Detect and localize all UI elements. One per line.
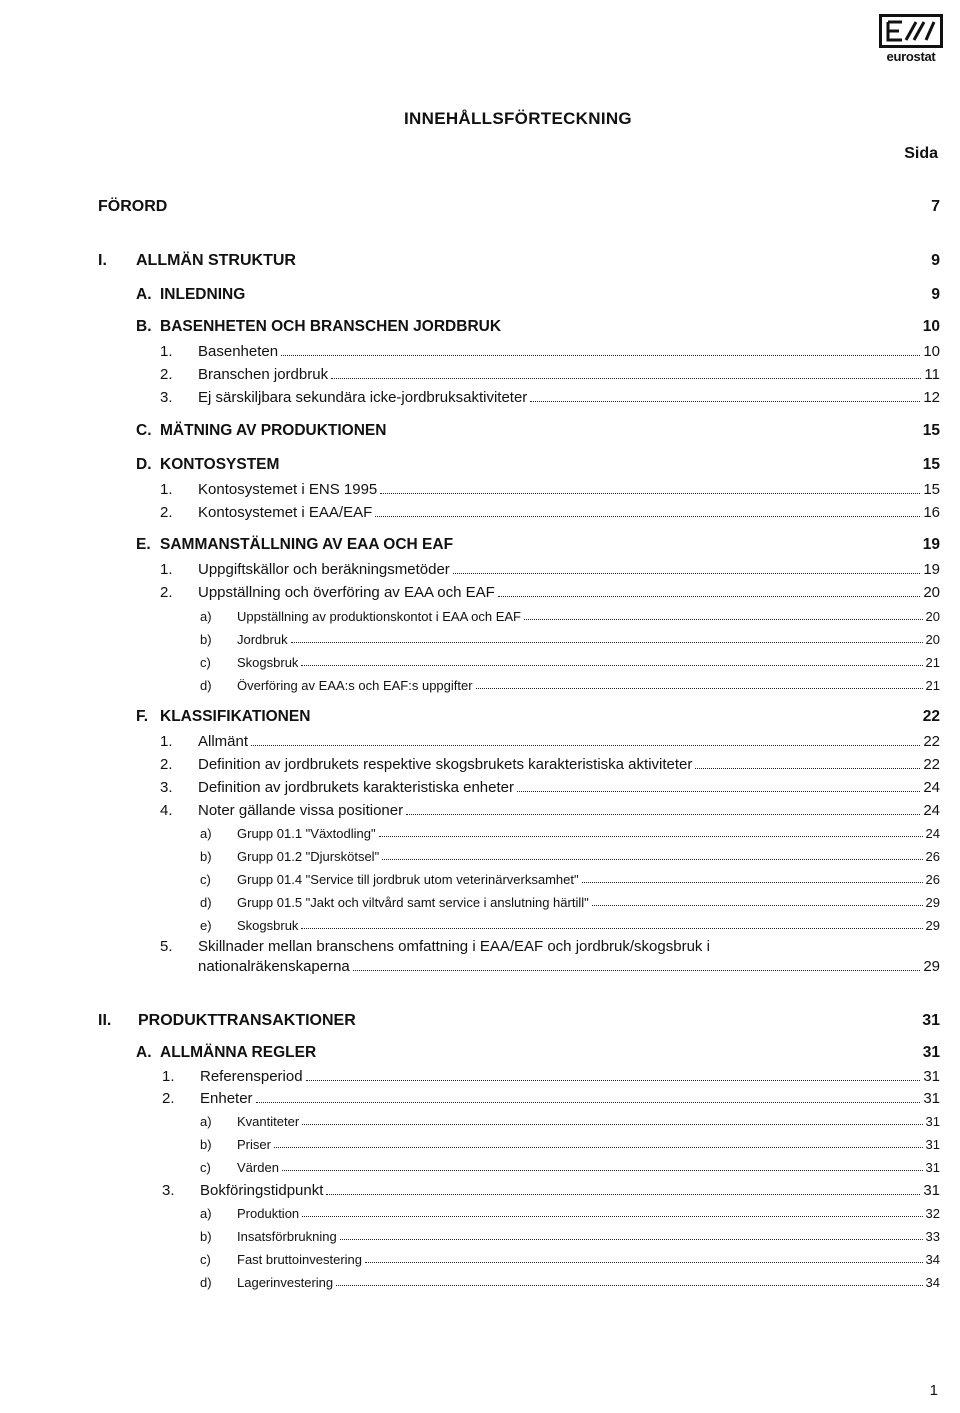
toc-label: Överföring av EAA:s och EAF:s uppgifter (237, 678, 473, 693)
toc-label: SAMMANSTÄLLNING AV EAA OCH EAF (160, 536, 454, 553)
toc-label: Referensperiod (200, 1068, 303, 1085)
toc-label: Grupp 01.4 "Service till jordbruk utom veterinärverksamhet" (237, 872, 579, 887)
eurostat-logo-text: eurostat (886, 49, 936, 64)
toc-page: 32 (925, 1206, 940, 1221)
toc-leader (380, 492, 920, 494)
toc-label: MÄTNING AV PRODUKTIONEN (160, 422, 387, 439)
toc-leader (291, 641, 923, 643)
toc-page: 31 (922, 1012, 940, 1029)
toc-entry-ej-sarskiljbara (160, 389, 940, 406)
toc-number: 3. (160, 779, 173, 796)
toc-page: 26 (925, 872, 940, 887)
toc-page: 20 (925, 609, 940, 624)
toc-number: 2. (160, 366, 173, 383)
toc-leader (453, 572, 921, 574)
toc-leader (306, 1079, 921, 1081)
toc-leader (406, 813, 920, 815)
toc-number: b) (200, 632, 212, 647)
toc-number: c) (200, 1160, 211, 1175)
toc-entry-varden (200, 1160, 940, 1175)
toc-label: Grupp 01.1 "Växtodling" (237, 826, 376, 841)
toc-number: 3. (160, 389, 173, 406)
toc-entry-grupp-011 (200, 826, 940, 841)
toc-label: Ej särskiljbara sekundära icke-jordbruksaktiviteter (198, 389, 528, 406)
toc-entry-overforing-uppgifter (200, 678, 940, 693)
toc-entry-produkttransaktioner (98, 1012, 940, 1030)
toc-leader (379, 835, 923, 837)
toc-label: Definition av jordbrukets karakteristiska enheter (198, 779, 514, 796)
toc-page: 24 (923, 779, 940, 796)
toc-number: 1. (160, 561, 173, 578)
toc-number: 1. (162, 1068, 175, 1085)
toc-label: Kontosystemet i ENS 1995 (198, 481, 378, 498)
toc-page: 26 (925, 849, 940, 864)
toc-label: Fast bruttoinvestering (237, 1252, 363, 1267)
toc-number: b) (200, 849, 212, 864)
toc-entry-kvantiteter (200, 1114, 940, 1129)
toc-entry-enheter (162, 1090, 940, 1107)
toc-number: A. (136, 1044, 152, 1061)
toc-page: 31 (925, 1114, 940, 1129)
toc-number: F. (136, 708, 149, 725)
toc-page: 29 (925, 918, 940, 933)
toc-page: 22 (923, 733, 940, 750)
toc-page: 19 (923, 561, 940, 578)
toc-entry-uppstallning-overforing (160, 584, 940, 601)
toc-entry-fororord (98, 198, 940, 216)
toc-leader (281, 354, 920, 356)
toc-entry-skillnader-line2 (160, 958, 940, 975)
toc-leader (582, 881, 923, 883)
toc-page: 31 (925, 1137, 940, 1152)
toc-number: b) (200, 1229, 212, 1244)
toc-label: KONTOSYSTEM (160, 456, 280, 473)
toc-label: Branschen jordbruk (198, 366, 329, 383)
toc-label-continued: nationalräkenskaperna (198, 958, 350, 975)
toc-page: 9 (931, 252, 940, 269)
toc-page: 16 (923, 504, 940, 521)
toc-number: 1. (160, 343, 173, 360)
toc-leader (592, 904, 923, 906)
toc-label: ALLMÄNNA REGLER (160, 1044, 317, 1061)
toc-number: 1. (160, 481, 173, 498)
toc-number: B. (136, 318, 152, 335)
eurostat-logo (876, 14, 946, 62)
toc-page: 20 (923, 584, 940, 601)
toc-label: BASENHETEN OCH BRANSCHEN JORDBRUK (160, 318, 502, 335)
toc-label: Bokföringstidpunkt (200, 1182, 324, 1199)
toc-page: 34 (925, 1252, 940, 1267)
toc-label: Priser (237, 1137, 271, 1152)
toc-number: 1. (160, 733, 173, 750)
toc-number: 2. (160, 504, 173, 521)
toc-label: PRODUKTTRANSAKTIONER (138, 1012, 356, 1029)
toc-number: D. (136, 456, 152, 473)
toc-page: 29 (925, 895, 940, 910)
toc-number: II. (98, 1012, 112, 1029)
eurostat-logo-mark (879, 14, 943, 48)
toc-page: 19 (922, 536, 940, 553)
toc-number: a) (200, 1206, 212, 1221)
toc-number: d) (200, 678, 212, 693)
toc-label: Kontosystemet i EAA/EAF (198, 504, 373, 521)
toc-page: 31 (923, 1068, 940, 1085)
toc-label: Uppgiftskällor och beräkningsmetöder (198, 561, 450, 578)
toc-label: KLASSIFIKATIONEN (160, 708, 311, 725)
toc-number: c) (200, 872, 211, 887)
toc-number: e) (200, 918, 212, 933)
toc-leader (282, 1169, 923, 1171)
toc-number: a) (200, 1114, 212, 1129)
toc-entry-eaa-eaf (160, 504, 940, 521)
toc-page: 20 (925, 632, 940, 647)
toc-leader (498, 595, 920, 597)
toc-leader (382, 858, 922, 860)
toc-page: 15 (922, 456, 940, 473)
toc-label: Skillnader mellan branschens omfattning i EAA/EAF och jordbruk/skogsbruk i (198, 938, 710, 955)
toc-leader (524, 618, 923, 620)
toc-page: 34 (925, 1275, 940, 1290)
toc-page: 21 (925, 655, 940, 670)
toc-entry-matning (136, 422, 940, 440)
toc-leader (365, 1261, 923, 1263)
toc-leader (302, 1123, 922, 1125)
toc-label: Noter gällande vissa positioner (198, 802, 404, 819)
toc-page: 15 (923, 481, 940, 498)
toc-entry-produktion (200, 1206, 940, 1221)
toc-label: Uppställning av produktionskontot i EAA och EAF (237, 609, 521, 624)
toc-number: b) (200, 1137, 212, 1152)
page-column-label: Sida (904, 145, 938, 162)
toc-number: d) (200, 1275, 212, 1290)
toc-number: 2. (160, 584, 173, 601)
toc-page: 9 (931, 286, 940, 303)
toc-number: a) (200, 609, 212, 624)
toc-page: 31 (923, 1182, 940, 1199)
toc-number: c) (200, 655, 211, 670)
toc-entry-lagerinvestering (200, 1275, 940, 1290)
toc-leader (301, 664, 922, 666)
toc-page: 7 (931, 198, 940, 215)
toc-entry-branschen-jordbruk (160, 366, 940, 383)
toc-leader (256, 1101, 921, 1103)
toc-label: Basenheten (198, 343, 279, 360)
toc-leader (336, 1284, 922, 1286)
toc-label: Värden (237, 1160, 279, 1175)
toc-number: 2. (162, 1090, 175, 1107)
toc-leader (340, 1238, 923, 1240)
toc-label: Enheter (200, 1090, 253, 1107)
toc-number: 3. (162, 1182, 175, 1199)
toc-label: Produktion (237, 1206, 300, 1221)
toc-page: 15 (922, 422, 940, 439)
toc-label: ALLMÄN STRUKTUR (136, 252, 296, 269)
toc-entry-klassifikationen (136, 708, 940, 726)
toc-label: FÖRORD (98, 198, 168, 215)
toc-number: C. (136, 422, 152, 439)
toc-page: 24 (923, 802, 940, 819)
toc-entry-allman-struktur (98, 252, 940, 270)
toc-entry-skogsbruk (200, 655, 940, 670)
toc-number: d) (200, 895, 212, 910)
toc-number: E. (136, 536, 151, 553)
toc-page: 21 (925, 678, 940, 693)
toc-entry-basenheten (160, 343, 940, 360)
toc-entry-referensperiod (162, 1068, 940, 1085)
toc-entry-grupp-014 (200, 872, 940, 887)
toc-leader (375, 515, 920, 517)
toc-number: a) (200, 826, 212, 841)
toc-entry-ens-1995 (160, 481, 940, 498)
toc-label: INLEDNING (160, 286, 246, 303)
toc-label: Insatsförbrukning (237, 1229, 337, 1244)
toc-label: Grupp 01.2 "Djurskötsel" (237, 849, 380, 864)
toc-page: 11 (924, 366, 940, 383)
toc-label: Skogsbruk (237, 655, 299, 670)
toc-page: 10 (923, 343, 940, 360)
toc-entry-uppgiftskallor (160, 561, 940, 578)
toc-leader (302, 1215, 922, 1217)
toc-entry-jordbruk (200, 632, 940, 647)
page-title: INNEHÅLLSFÖRTECKNING (404, 109, 632, 128)
toc-leader (301, 927, 922, 929)
page-number: 1 (929, 1382, 938, 1399)
toc-leader (326, 1193, 920, 1195)
toc-page: 12 (923, 389, 940, 406)
toc-leader (251, 744, 920, 746)
toc-page: 33 (925, 1229, 940, 1244)
toc-entry-skillnader-line1 (160, 938, 940, 955)
toc-leader (353, 969, 921, 971)
toc-entry-produktionskontot (200, 609, 940, 624)
toc-label: Uppställning och överföring av EAA och EAF (198, 584, 495, 601)
toc-label: Skogsbruk (237, 918, 299, 933)
toc-entry-noter (160, 802, 940, 819)
toc-page: 22 (922, 708, 940, 725)
toc-page: 22 (923, 756, 940, 773)
toc-entry-sammanstallning (136, 536, 940, 554)
toc-entry-basenheten-och-branschen (136, 318, 940, 336)
toc-entry-definition-enheter (160, 779, 940, 796)
toc-entry-inledning (136, 286, 940, 304)
toc-leader (274, 1146, 923, 1148)
toc-page: 31 (925, 1160, 940, 1175)
toc-label: Jordbruk (237, 632, 288, 647)
toc-entry-allmanna-regler (136, 1044, 940, 1062)
toc-label: Definition av jordbrukets respektive skogsbrukets karakteristiska aktiviteter (198, 756, 693, 773)
toc-leader (517, 790, 920, 792)
toc-entry-grupp-012 (200, 849, 940, 864)
toc-entry-skogsbruk-e (200, 918, 940, 933)
toc-number: A. (136, 286, 152, 303)
toc-leader (695, 767, 920, 769)
toc-entry-fast-bruttoinvestering (200, 1252, 940, 1267)
toc-page: 29 (923, 958, 940, 975)
toc-leader (530, 400, 920, 402)
toc-entry-bokforingstidpunkt (162, 1182, 940, 1199)
toc-entry-definition-aktiviteter (160, 756, 940, 773)
toc-page: 31 (923, 1090, 940, 1107)
toc-label: Kvantiteter (237, 1114, 300, 1129)
toc-number: 2. (160, 756, 173, 773)
toc-entry-skillnader (160, 938, 940, 975)
toc-page: 10 (922, 318, 940, 335)
toc-label: Lagerinvestering (237, 1275, 334, 1290)
toc-leader (476, 687, 923, 689)
toc-entry-insatsforbrukning (200, 1229, 940, 1244)
toc-leader (331, 377, 921, 379)
toc-number: I. (98, 252, 107, 269)
toc-entry-grupp-015 (200, 895, 940, 910)
toc-entry-priser (200, 1137, 940, 1152)
toc-label: Allmänt (198, 733, 249, 750)
toc-page: 24 (925, 826, 940, 841)
toc-number: 4. (160, 802, 173, 819)
toc-entry-kontosystem (136, 456, 940, 474)
toc-number: c) (200, 1252, 211, 1267)
toc-number: 5. (160, 938, 173, 955)
toc-page: 31 (922, 1044, 940, 1061)
toc-entry-allmant (160, 733, 940, 750)
toc-label: Grupp 01.5 "Jakt och viltvård samt service i anslutning härtill" (237, 895, 589, 910)
